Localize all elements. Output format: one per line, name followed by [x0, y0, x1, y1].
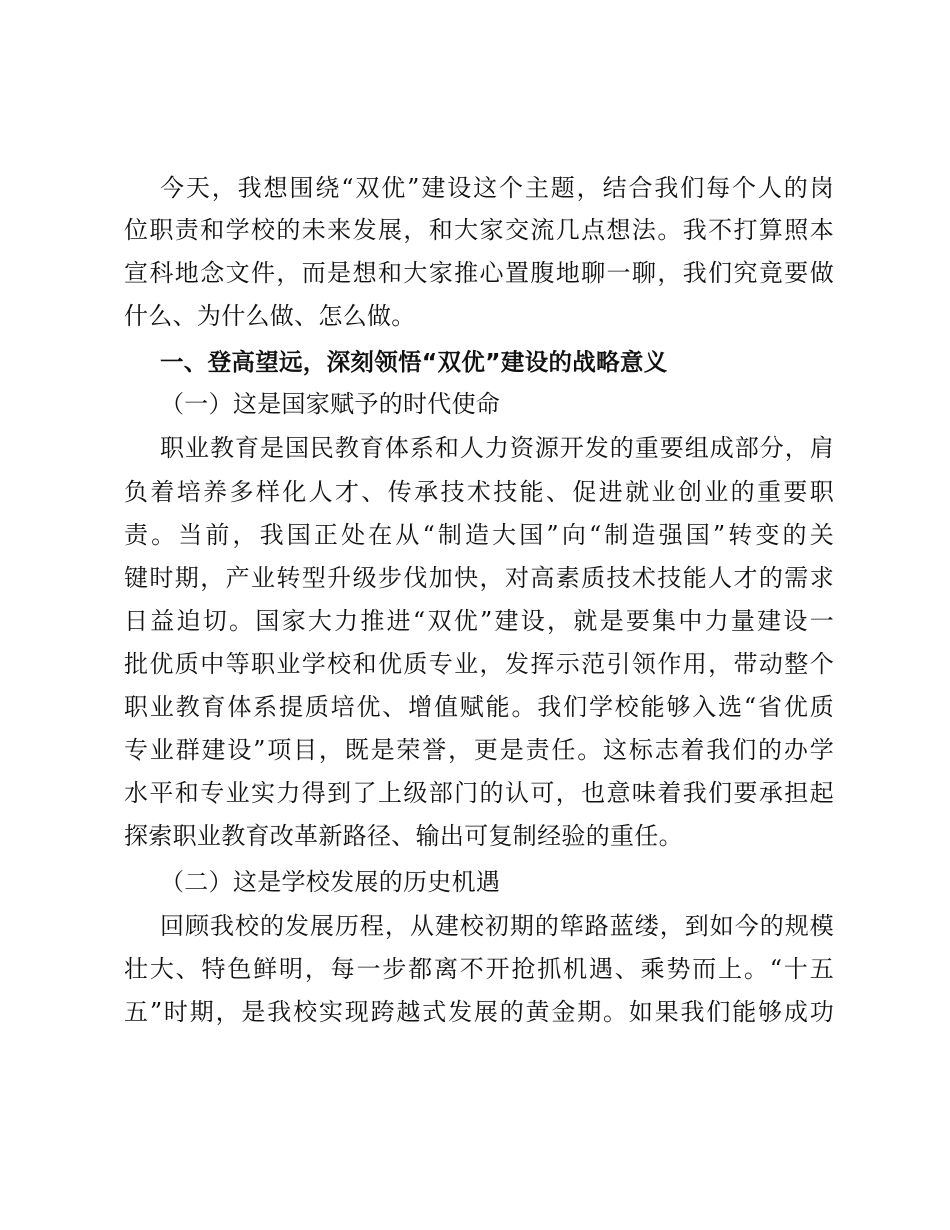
- subsection-heading: （一）这是国家赋予的时代使命: [160, 390, 501, 418]
- paragraph-line: 什么、为什么做、怎么做。: [124, 302, 416, 330]
- paragraph-line: 今天，我想围绕“双优”建设这个主题，结合我们每个人的岗: [160, 174, 834, 202]
- paragraph-line: 键时期，产业转型升级步伐加快，对高素质技术技能人才的需求: [124, 564, 834, 592]
- paragraph-line: 日益迫切。国家大力推进“双优”建设，就是要集中力量建设一: [124, 607, 834, 635]
- subsection-heading: （二）这是学校发展的历史机遇: [160, 868, 501, 896]
- paragraph-line: 回顾我校的发展历程，从建校初期的筚路蓝缕，到如今的规模: [160, 912, 834, 940]
- paragraph-line: 职业教育是国民教育体系和人力资源开发的重要组成部分，肩: [160, 434, 834, 462]
- paragraph-line: 探索职业教育改革新路径、输出可复制经验的重任。: [124, 822, 683, 850]
- section-heading: 一、登高望远，深刻领悟“双优”建设的战略意义: [160, 348, 668, 376]
- paragraph-line: 水平和专业实力得到了上级部门的认可，也意味着我们要承担起: [124, 779, 834, 807]
- paragraph-line: 五”时期，是我校实现跨越式发展的黄金期。如果我们能够成功: [124, 998, 834, 1026]
- paragraph-line: 责。当前，我国正处在从“制造大国”向“制造强国”转变的关: [124, 521, 834, 549]
- paragraph-line: 批优质中等职业学校和优质专业，发挥示范引领作用，带动整个: [124, 650, 834, 678]
- paragraph-line: 位职责和学校的未来发展，和大家交流几点想法。我不打算照本: [124, 216, 834, 244]
- paragraph-line: 负着培养多样化人才、传承技术技能、促进就业创业的重要职: [124, 478, 834, 506]
- paragraph-line: 宣科地念文件，而是想和大家推心置腹地聊一聊，我们究竟要做: [124, 259, 834, 287]
- paragraph-line: 职业教育体系提质培优、增值赋能。我们学校能够入选“省优质: [124, 693, 834, 721]
- paragraph-line: 专业群建设”项目，既是荣誉，更是责任。这标志着我们的办学: [124, 736, 834, 764]
- paragraph-line: 壮大、特色鲜明，每一步都离不开抢抓机遇、乘势而上。“十五: [124, 955, 834, 983]
